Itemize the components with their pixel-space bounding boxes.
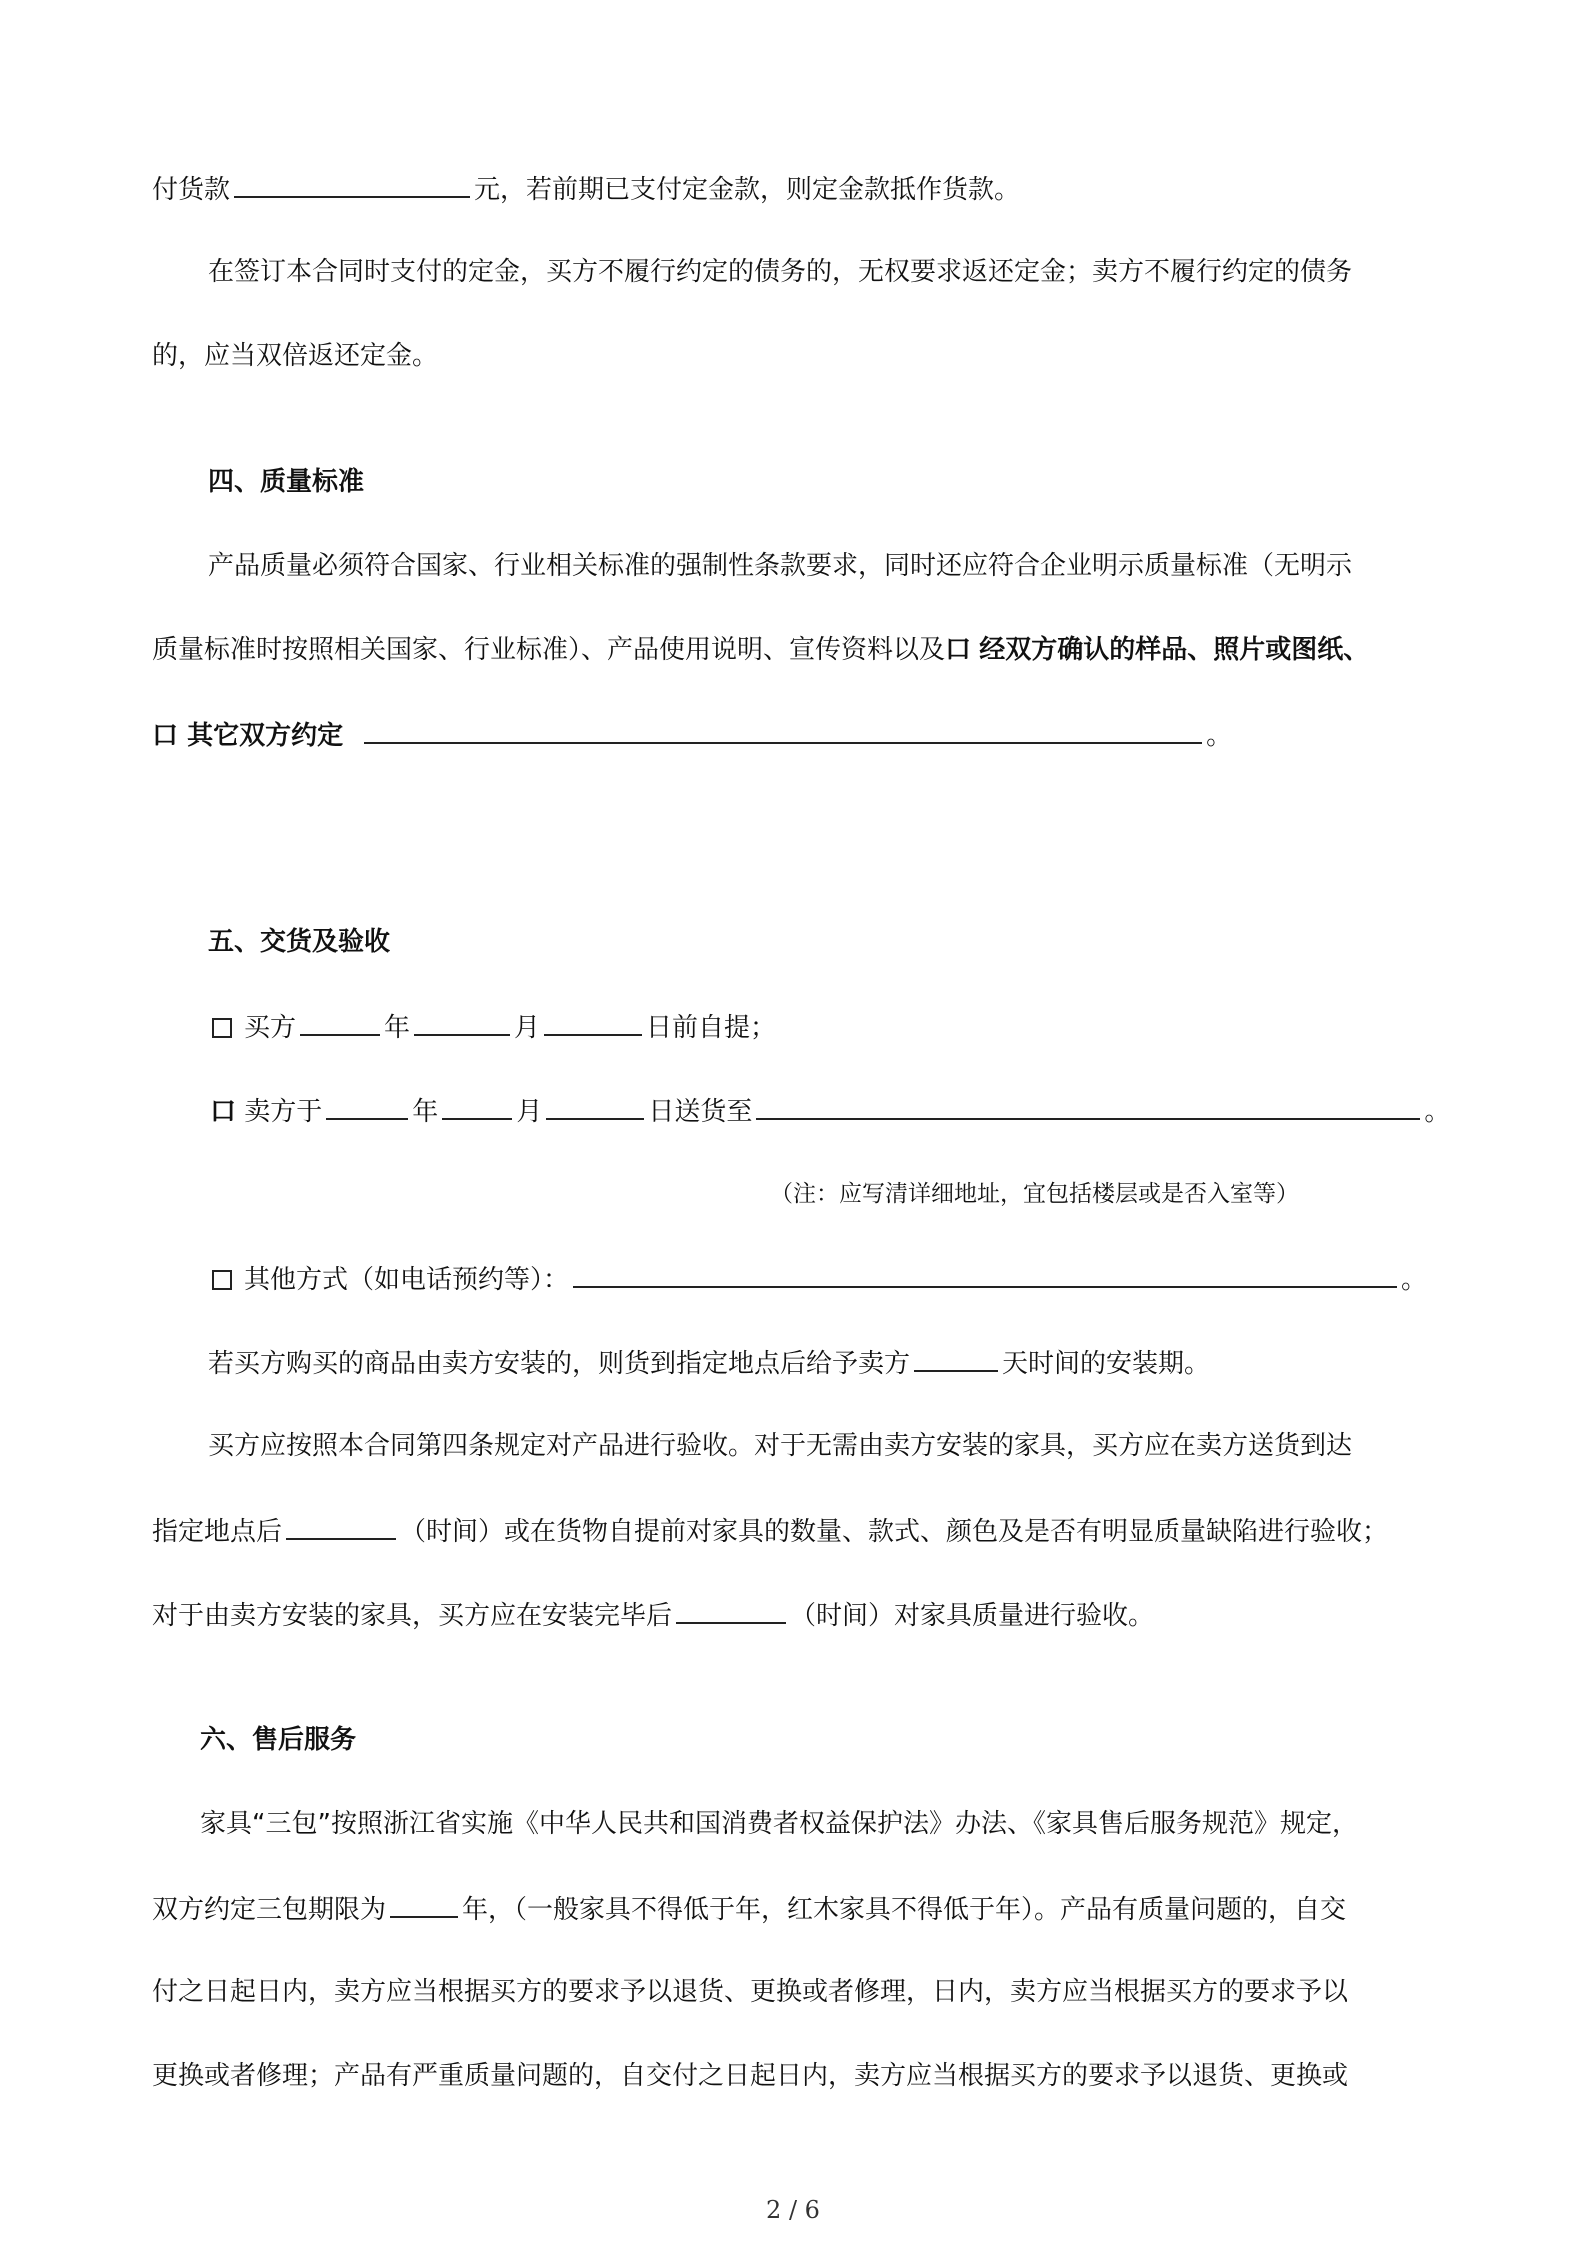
page-number: 2 / 6: [766, 2196, 820, 2224]
self-pickup-option: [212, 1008, 776, 1046]
payment-amount-blank[interactable]: [234, 170, 470, 198]
pickup-day-blank[interactable]: [544, 1008, 642, 1036]
other-method-blank[interactable]: [573, 1260, 1397, 1288]
service-line-4: 更换或者修理；产品有严重质量问题的，自交付之日起日内，卖方应当根据买方的要求予以退货、更换或: [152, 2061, 1349, 2091]
other-method-period: 。: [1401, 1265, 1428, 1295]
pickup-day-unit: 日前自提；: [646, 1013, 777, 1043]
section-5-heading: 五、交货及验收: [208, 927, 391, 957]
service-line-2: [152, 1890, 1346, 1928]
delivery-day-blank[interactable]: [546, 1092, 644, 1120]
service-line-2-start: 双方约定三包期限为: [152, 1895, 387, 1925]
acceptance-line-3: [152, 1596, 1154, 1634]
other-agreement-period: 。: [1206, 721, 1233, 751]
acceptance-line-2-rest: （时间）或在货物自提前对家具的数量、款式、颜色及是否有明显质量缺陷进行验收；: [400, 1517, 1389, 1547]
delivery-address-label: 日送货至: [648, 1097, 753, 1127]
acceptance-line-3-rest: （时间）对家具质量进行验收。: [790, 1601, 1155, 1631]
warranty-years-blank[interactable]: [390, 1890, 458, 1918]
installation-days-blank[interactable]: [914, 1344, 998, 1372]
quality-line-1: 产品质量必须符合国家、行业相关标准的强制性条款要求，同时还应符合企业明示质量标准（无明示: [208, 551, 1353, 581]
delivery-month-blank[interactable]: [442, 1092, 512, 1120]
acceptance-line-2: [152, 1512, 1388, 1550]
other-method-option: [212, 1260, 1427, 1298]
deposit-line-2: 的，应当双倍返还定金。: [152, 341, 439, 371]
samples-label: 经双方确认的样品、照片或图纸、: [979, 635, 1370, 665]
delivery-option: [210, 1092, 1450, 1130]
acceptance-line-3-start: 对于由卖方安装的家具，买方应在安装完毕后: [152, 1601, 673, 1631]
payment-suffix: 元，若前期已支付定金款，则定金款抵作货款。: [474, 175, 1021, 205]
samples-checkbox[interactable]: 口: [945, 635, 972, 665]
other-agreement-checkbox[interactable]: 口: [152, 721, 179, 751]
payment-prefix: 付货款: [152, 175, 231, 205]
delivery-checkbox[interactable]: 口: [210, 1097, 237, 1127]
pickup-year-unit: 年: [384, 1013, 411, 1043]
deposit-line-1: 在签订本合同时支付的定金，买方不履行约定的债务的，无权要求返还定金；卖方不履行约定的债务: [208, 257, 1353, 287]
other-method-checkbox[interactable]: [212, 1270, 232, 1290]
delivery-month-unit: 月: [516, 1097, 543, 1127]
payment-line: [152, 170, 1020, 208]
quality-line-2-text: 质量标准时按照相关国家、行业标准）、产品使用说明、宣传资料以及: [152, 635, 946, 665]
acceptance-line-1: 买方应按照本合同第四条规定对产品进行验收。对于无需由卖方安装的家具，买方应在卖方送货到达: [208, 1431, 1353, 1461]
other-method-label: 其他方式（如电话预约等）：: [244, 1265, 570, 1295]
delivery-address-blank[interactable]: [756, 1092, 1420, 1120]
other-agreement-blank[interactable]: [364, 716, 1202, 744]
installation-text: 若买方购买的商品由卖方安装的，则货到指定地点后给予卖方: [208, 1349, 911, 1379]
quality-line-2: [152, 632, 1369, 668]
pickup-month-blank[interactable]: [414, 1008, 510, 1036]
delivery-year-blank[interactable]: [326, 1092, 408, 1120]
installation-days-unit: 天时间的安装期。: [1002, 1349, 1211, 1379]
acceptance-time-blank-2[interactable]: [676, 1596, 786, 1624]
delivery-period: 。: [1424, 1097, 1451, 1127]
section-4-heading: 四、质量标准: [208, 467, 365, 497]
acceptance-line-2-start: 指定地点后: [152, 1517, 283, 1547]
address-note: （注：应写清详细地址，宜包括楼层或是否入室等）: [770, 1181, 1299, 1207]
self-pickup-label: 买方: [244, 1013, 297, 1043]
section-6-heading: 六、售后服务: [200, 1725, 357, 1755]
self-pickup-checkbox[interactable]: [212, 1018, 232, 1038]
service-line-2-rest: 年，（一般家具不得低于年，红木家具不得低于年）。产品有质量问题的，自交: [462, 1895, 1347, 1925]
service-line-1: 家具“三包”按照浙江省实施《中华人民共和国消费者权益保护法》办法、《家具售后服务规范》规定，: [200, 1809, 1358, 1839]
other-agreement-label: 其它双方约定: [187, 721, 344, 751]
acceptance-time-blank-1[interactable]: [286, 1512, 396, 1540]
quality-line-3: [152, 716, 1232, 754]
pickup-year-blank[interactable]: [300, 1008, 380, 1036]
service-line-3: 付之日起日内，卖方应当根据买方的要求予以退货、更换或者修理，日内，卖方应当根据买方的要求予以: [152, 1977, 1349, 2007]
pickup-month-unit: 月: [514, 1013, 541, 1043]
delivery-label: 卖方于: [244, 1097, 323, 1127]
delivery-year-unit: 年: [412, 1097, 439, 1127]
installation-line: [208, 1344, 1210, 1382]
